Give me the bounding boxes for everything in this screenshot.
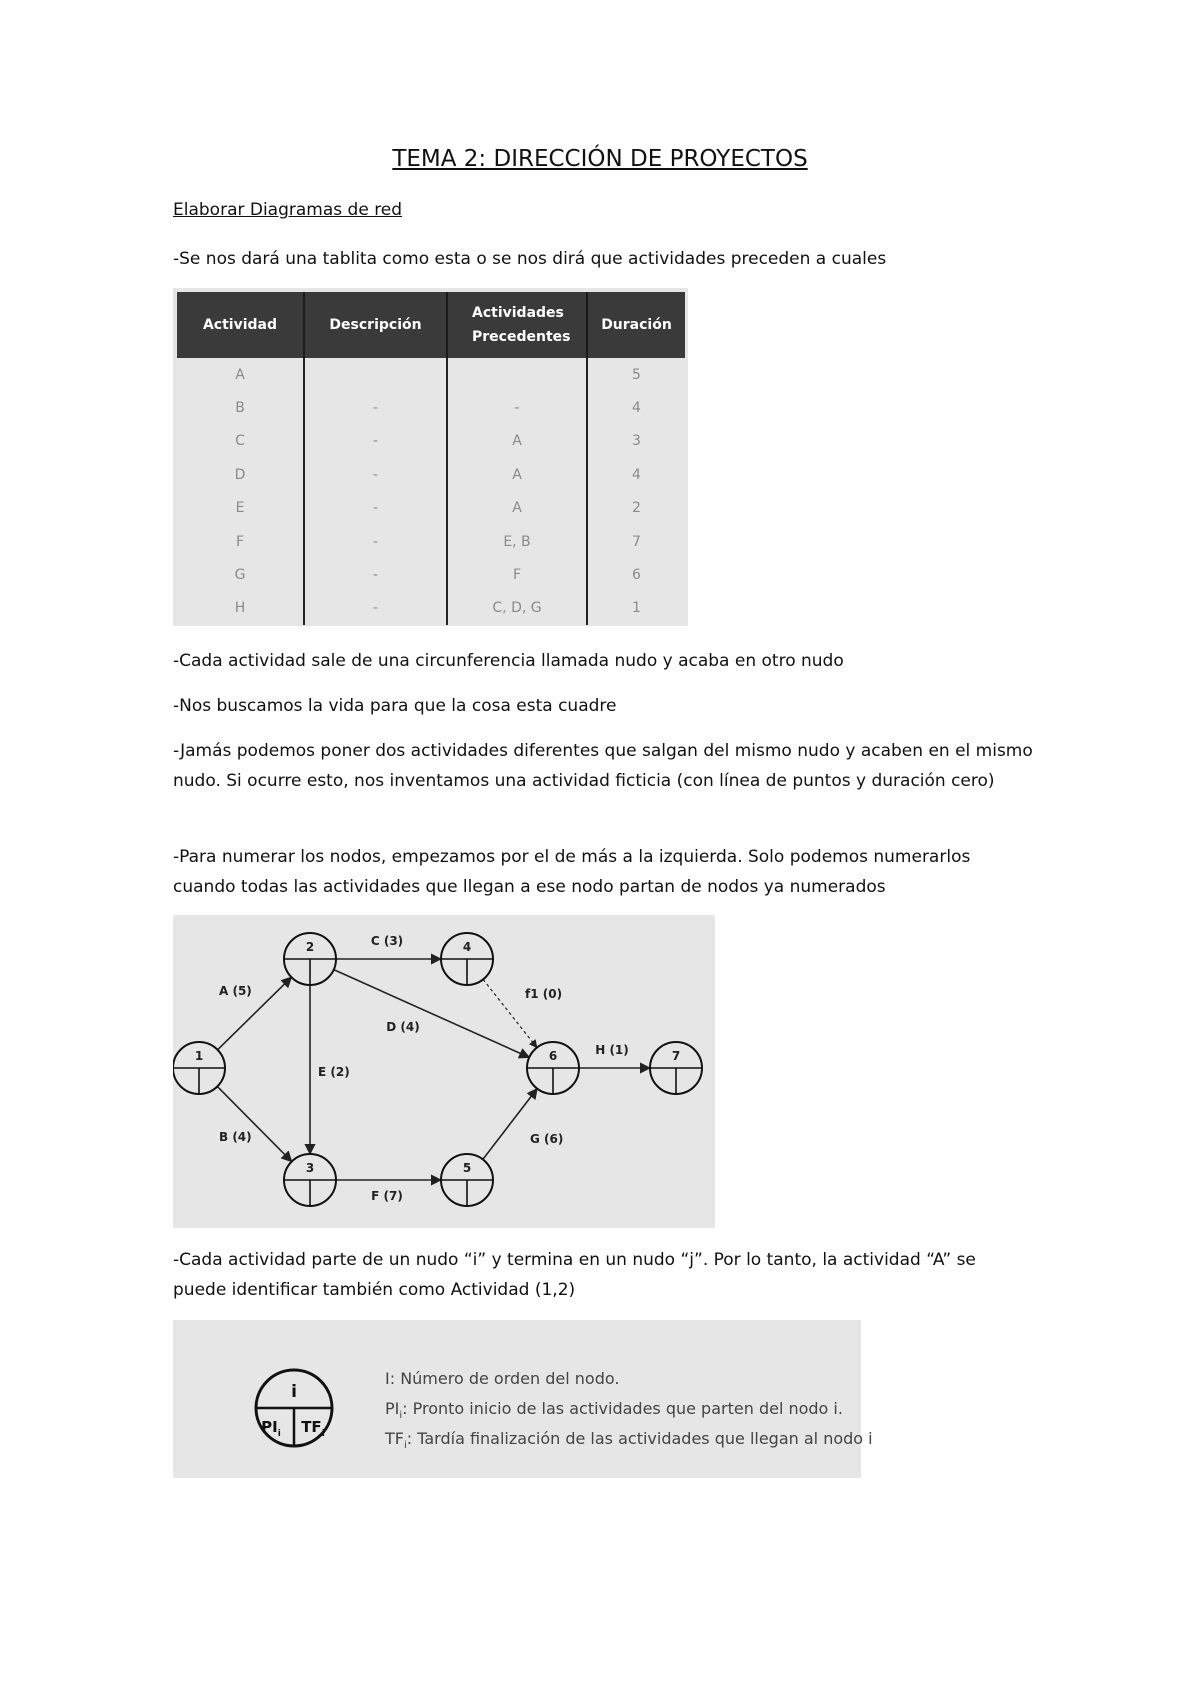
cell-descripcion: - [304, 558, 447, 591]
node-6 [527, 1042, 579, 1094]
table-row [177, 592, 685, 625]
nodes-layer [173, 933, 702, 1206]
paragraph-cuadre: -Nos buscamos la vida para que la cosa esta cuadre [173, 696, 617, 716]
cell-duracion: 1 [632, 600, 641, 617]
activity-table-body [177, 358, 685, 625]
node-label-2: 2 [305, 940, 315, 954]
cell-descripcion: - [304, 492, 447, 525]
cell-precedentes: C, D, G [447, 592, 587, 625]
node-5 [441, 1154, 493, 1206]
paragraph-nudos: -Cada actividad sale de una circunferencia llamada nudo y acaba en otro nudo [173, 651, 844, 671]
paragraph-intro: -Se nos dará una tablita como esta o se nos dirá que actividades preceden a cuales [173, 249, 887, 269]
legend-node-right [301, 1418, 325, 1439]
header-descripcion: Descripción [304, 292, 447, 358]
cell-precedentes: A [447, 492, 587, 525]
activity-table-header [177, 292, 685, 358]
edge-1-3 [217, 1086, 291, 1161]
table-row [177, 492, 685, 525]
legend-node-right-main: TF [301, 1418, 322, 1436]
edge-label-5-6: G (6) [530, 1132, 564, 1146]
legend-line-tf [385, 1429, 873, 1451]
paragraph-nudo-ij: -Cada actividad parte de un nudo “i” y termina en un nudo “j”. Por lo tanto, la actividad “A” se puede identificar también como Actividad (1,2) [173, 1250, 976, 1300]
legend-node-left-sub: i [277, 1429, 281, 1439]
legend-pi-sub: i [399, 1410, 403, 1422]
table-row [177, 525, 685, 558]
edge-label-6-7: H (1) [595, 1043, 629, 1057]
cell-duracion: 7 [632, 533, 641, 550]
edge-label-2-6: D (4) [386, 1020, 420, 1034]
activity-table-figure [173, 288, 688, 626]
node-label-7: 7 [671, 1049, 681, 1063]
paragraph-numerar: -Para numerar los nodos, empezamos por el de más a la izquierda. Solo podemos numerarlos cuando todas las actividades que llegan a ese nodo partan de nodos ya numerados [173, 847, 971, 897]
edge-5-6 [483, 1089, 537, 1160]
edge-label-1-3: B (4) [219, 1130, 252, 1144]
cell-precedentes: A [447, 458, 587, 491]
edge-label-4-6: f1 (0) [525, 987, 563, 1001]
cell-precedentes [447, 358, 587, 391]
cell-duracion: 3 [632, 433, 641, 450]
table-row [177, 425, 685, 458]
legend-node-top: i [291, 1382, 297, 1402]
network-diagram-svg [173, 915, 715, 1228]
edges-layer [217, 959, 650, 1180]
header-duracion: Duración [587, 292, 685, 358]
cell-actividad: D [177, 458, 304, 491]
section-subtitle: Elaborar Diagramas de red [173, 200, 403, 220]
cell-precedentes: F [447, 558, 587, 591]
cell-actividad: H [177, 592, 304, 625]
legend-node-right-sub: i [321, 1429, 325, 1439]
cell-duracion: 5 [632, 366, 641, 383]
network-diagram [173, 915, 715, 1228]
node-label-4: 4 [462, 940, 472, 954]
edge-2-6 [334, 970, 530, 1058]
cell-duracion: 2 [632, 500, 641, 517]
paragraph-ficticia: -Jamás podemos poner dos actividades diferentes que salgan del mismo nudo y acaben en el mismo nudo. Si ocurre esto, nos inventamos una actividad ficticia (con línea de puntos y duración cero) [173, 741, 1033, 791]
cell-actividad: G [177, 558, 304, 591]
cell-actividad: E [177, 492, 304, 525]
node-label-6: 6 [548, 1049, 558, 1063]
node-4 [441, 933, 493, 985]
legend-tf-text: : Tardía finalización de las actividades que llegan al nodo i [406, 1429, 873, 1448]
header-actividad: Actividad [177, 292, 304, 358]
node-1 [173, 1042, 225, 1094]
edge-label-1-2: A (5) [219, 984, 252, 998]
cell-precedentes: - [447, 391, 587, 424]
edge-label-2-3: E (2) [318, 1065, 350, 1079]
legend-node-left-main: PI [261, 1418, 278, 1436]
cell-precedentes: A [447, 425, 587, 458]
cell-precedentes: E, B [447, 525, 587, 558]
cell-duracion: 4 [632, 466, 641, 483]
node-label-5: 5 [462, 1161, 472, 1175]
header-precedentes-label: Actividades Precedentes [472, 305, 571, 345]
legend-pi-text: : Pronto inicio de las actividades que parten del nodo i. [402, 1399, 843, 1418]
cell-descripcion: - [304, 525, 447, 558]
cell-actividad: A [177, 358, 304, 391]
cell-duracion: 6 [632, 567, 641, 584]
legend-tf-sub: i [403, 1440, 407, 1452]
edge-label-2-4: C (3) [370, 934, 404, 948]
legend-pi-prefix: PI [385, 1399, 400, 1418]
table-row [177, 458, 685, 491]
cell-actividad: F [177, 525, 304, 558]
cell-duracion: 4 [632, 400, 641, 417]
cell-descripcion [304, 358, 447, 391]
legend-node-left [261, 1418, 281, 1439]
cell-descripcion: - [304, 592, 447, 625]
cell-descripcion: - [304, 458, 447, 491]
table-row [177, 558, 685, 591]
node-3 [284, 1154, 336, 1206]
cell-actividad: C [177, 425, 304, 458]
header-precedentes [447, 292, 587, 358]
node-legend-figure [173, 1320, 873, 1478]
table-row [177, 391, 685, 424]
legend-node-icon [256, 1370, 332, 1446]
edge-label-3-5: F (7) [371, 1189, 403, 1203]
node-label-1: 1 [194, 1049, 204, 1063]
cell-descripcion: - [304, 391, 447, 424]
legend-line-pi [385, 1399, 843, 1421]
cell-actividad: B [177, 391, 304, 424]
page-title: TEMA 2: DIRECCIÓN DE PROYECTOS [392, 146, 808, 172]
node-label-3: 3 [305, 1161, 315, 1175]
legend-line-orden: I: Número de orden del nodo. [385, 1369, 620, 1388]
activity-table [177, 292, 685, 625]
table-row [177, 358, 685, 391]
node-2 [284, 933, 336, 985]
cell-descripcion: - [304, 425, 447, 458]
node-7 [650, 1042, 702, 1094]
legend-tf-prefix: TF [385, 1429, 404, 1448]
